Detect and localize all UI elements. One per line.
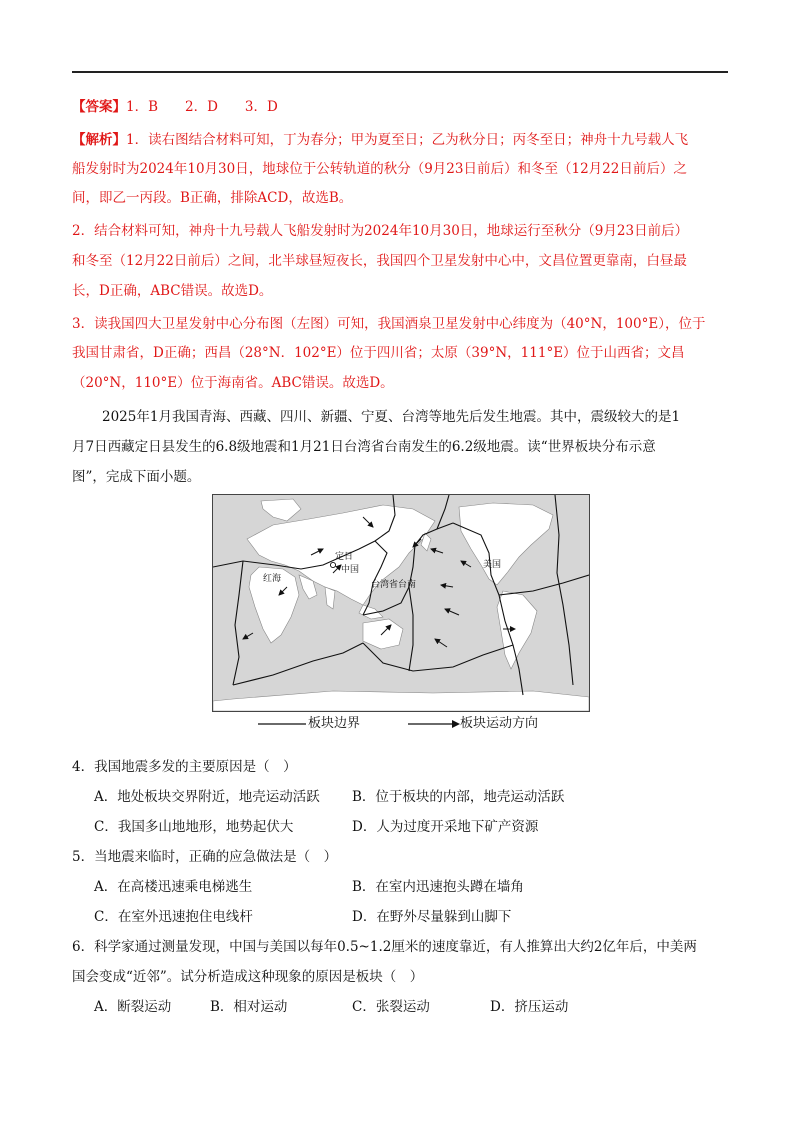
analysis-line-8: 我国甘肃省，D正确；西昌（28°N．102°E）位于四川省；太原（39°N，111°E）位于山西省；文昌 (72, 345, 685, 361)
label-china: 中国 (341, 565, 360, 575)
legend-boundary-line (258, 719, 308, 729)
q6-option-c[interactable]: C．张裂运动 (352, 999, 430, 1015)
legend-boundary (258, 716, 360, 732)
intro-line-3: 图”，完成下面小题。 (72, 469, 201, 485)
q5-option-a[interactable]: A．在高楼迅速乘电梯逃生 (94, 879, 253, 895)
analysis-line-1: 【解析】1．读右图结合材料可知，丁为春分；甲为夏至日；乙为秋分日；丙冬至日；神舟十九号载人飞 (72, 132, 689, 148)
question-6-stem-line-2: 国会变成“近邻”。试分析造成这种现象的原因是板块（ ） (72, 969, 424, 985)
answer-label: 【答案】 (72, 99, 126, 115)
q4-option-a[interactable]: A．地处板块交界附近，地壳运动活跃 (94, 789, 320, 805)
legend-direction (408, 716, 538, 732)
q6-option-b[interactable]: B．相对运动 (210, 999, 288, 1015)
analysis-line-7: 3．读我国四大卫星发射中心分布图（左图）可知，我国酒泉卫星发射中心纬度为（40°N，100°E），位于 (72, 316, 706, 332)
plate-map (212, 494, 590, 712)
analysis-line-4: 2．结合材料可知，神舟十九号载人飞船发射时为2024年10月30日，地球运行至秋分（9月23日前后） (72, 223, 689, 239)
label-dingri: 定日 (335, 552, 354, 562)
q4-option-b[interactable]: B．位于板块的内部，地壳运动活跃 (352, 789, 565, 805)
header-rule (72, 71, 728, 73)
q5-option-b[interactable]: B．在室内迅速抱头蹲在墙角 (352, 879, 524, 895)
intro-line-2: 月7日西藏定日县发生的6.8级地震和1月21日台湾省台南发生的6.2级地震。读“世界板块分布示意 (72, 439, 656, 455)
q4-option-d[interactable]: D．人为过度开采地下矿产资源 (352, 819, 539, 835)
analysis-line-5: 和冬至（12月22日前后）之间，北半球昼短夜长，我国四个卫星发射中心中，文昌位置更靠南，白昼最 (72, 253, 687, 269)
answer-line (72, 98, 278, 116)
legend-direction-label: 板块运动方向 (460, 716, 539, 731)
plate-map-svg (213, 495, 589, 711)
dingri-marker (330, 562, 335, 567)
analysis-label: 【解析】 (72, 132, 126, 148)
q6-option-d[interactable]: D．挤压运动 (490, 999, 569, 1015)
answer-text: 1．B 2．D 3．D (126, 99, 278, 115)
q5-option-d[interactable]: D．在野外尽量躲到山脚下 (352, 909, 512, 925)
question-4-stem: 4．我国地震多发的主要原因是（ ） (72, 759, 297, 775)
label-red-sea: 红海 (263, 574, 282, 584)
analysis-line-6: 长，D正确，ABC错误。故选D。 (72, 283, 273, 299)
question-5-stem: 5．当地震来临时，正确的应急做法是（ ） (72, 849, 338, 865)
q6-option-a[interactable]: A．断裂运动 (94, 999, 172, 1015)
analysis-line-2: 船发射时为2024年10月30日，地球位于公转轨道的秋分（9月23日前后）和冬至（12月22日前后）之 (72, 161, 687, 177)
question-6-stem-line-1: 6．科学家通过测量发现，中国与美国以每年0.5~1.2厘米的速度靠近，有人推算出大约2亿年后，中美两 (72, 939, 697, 955)
intro-line-1: 2025年1月我国青海、西藏、四川、新疆、宁夏、台湾等地先后发生地震。其中，震级较大的是1 (102, 409, 681, 425)
q5-option-c[interactable]: C．在室外迅速抱住电线杆 (94, 909, 253, 925)
analysis-line-3: 间，即乙一丙段。B正确，排除ACD，故选B。 (72, 190, 353, 206)
legend-boundary-label: 板块边界 (308, 716, 361, 731)
q4-option-c[interactable]: C．我国多山地地形，地势起伏大 (94, 819, 294, 835)
label-usa: 美国 (483, 560, 502, 570)
label-tainan: 台湾省台南 (371, 580, 417, 590)
legend-arrow-icon (408, 719, 460, 729)
analysis-line-9: （20°N，110°E）位于海南省。ABC错误。故选D。 (72, 375, 394, 391)
